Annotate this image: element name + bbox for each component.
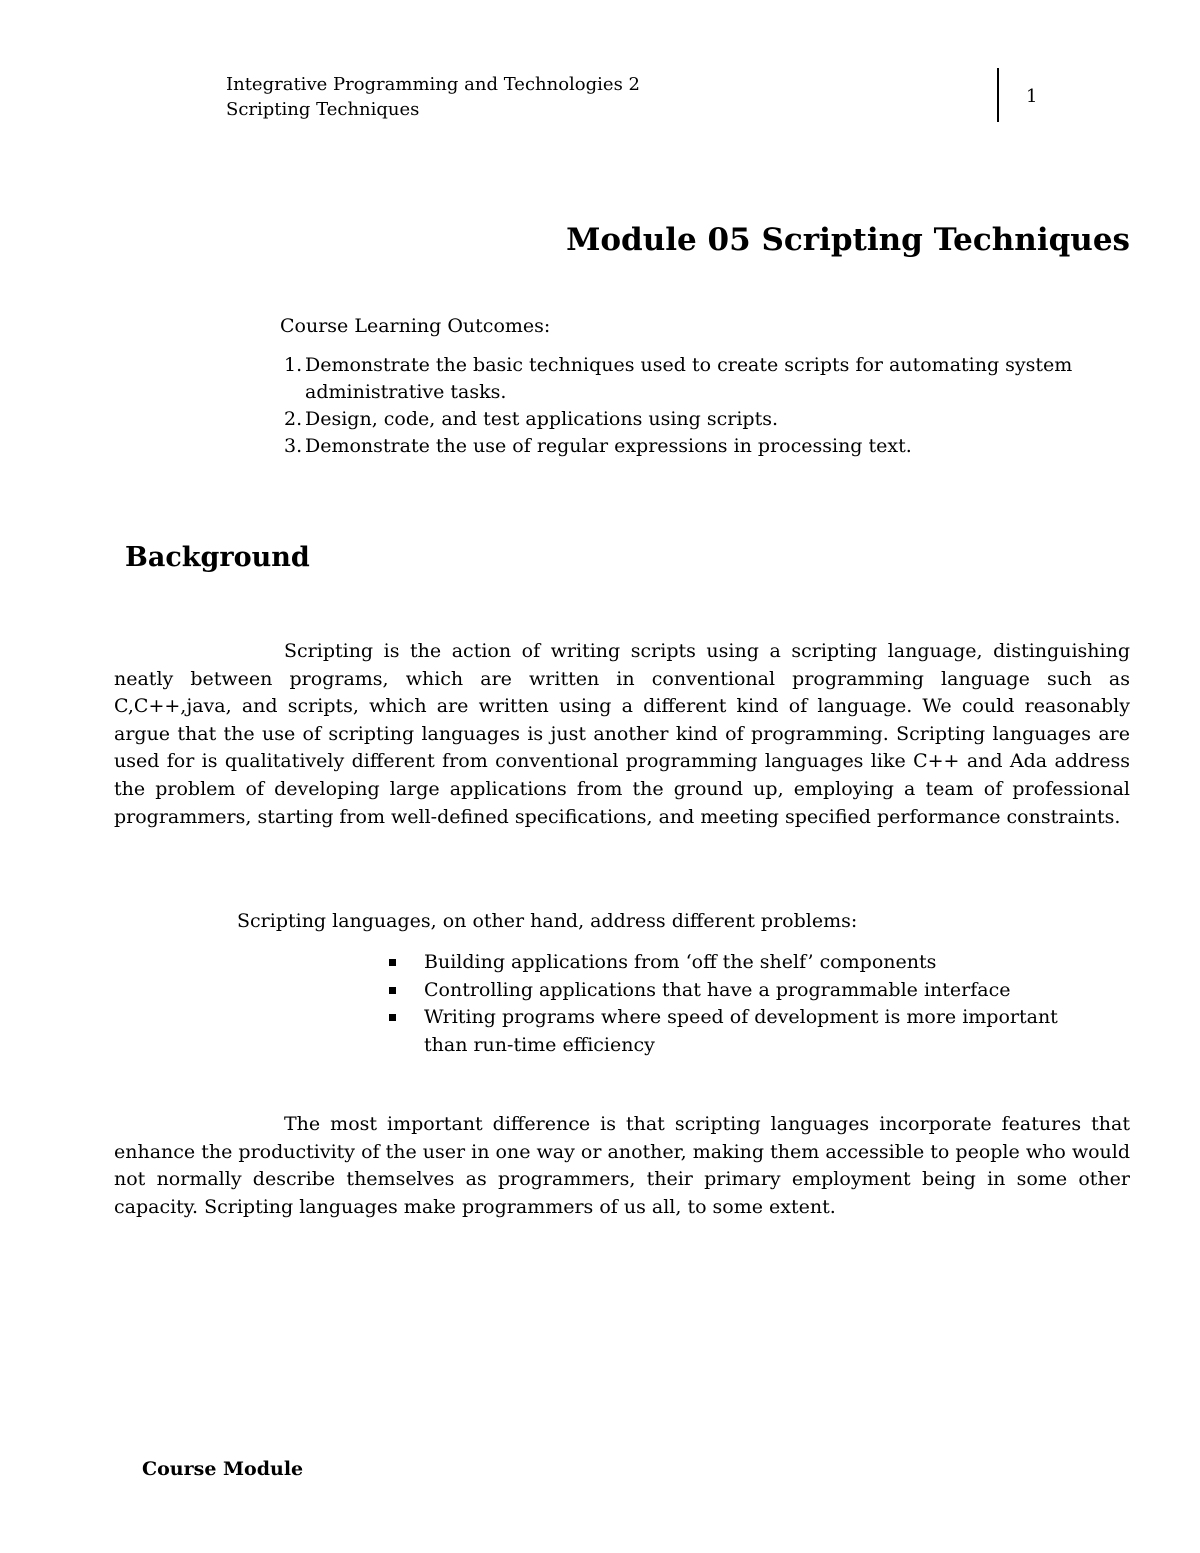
background-paragraph-2: The most important difference is that scripting languages incorporate features that enhance the productivity of the user in one way or another, making them accessible to people who would not normally describe themselves as programmers, their primary employment being in some other capacity. Scripting languages make programmers of us all, to some extent. [114, 1113, 1130, 1218]
list-item [386, 949, 1096, 977]
learning-outcome-number: 3. [284, 435, 303, 457]
header-module-subtitle: Scripting Techniques [226, 99, 420, 120]
square-bullet-icon [389, 959, 396, 966]
footer-label: Course Module [142, 1458, 304, 1480]
list-item-text: Controlling applications that have a programmable interface [424, 978, 1011, 1001]
learning-outcome-number: 2. [284, 408, 303, 430]
background-heading: Background [125, 542, 310, 573]
learning-outcomes-list [284, 352, 1114, 460]
square-bullet-icon [389, 987, 396, 994]
header-course-title: Integrative Programming and Technologies 2 [226, 74, 640, 95]
list-item-text: Building applications from ‘off the shelf’ components [424, 951, 937, 973]
background-paragraph-1: Scripting is the action of writing scripts using a scripting language, distinguishing neatly between programs, which are written in conventional programming language such as C,C++,java, and scripts, which are written using a different kind of language. We could reasonably argue that the use of scripting languages is just another kind of programming. Scripting languages are used for is qualitatively different from conventional programming languages like C++ and Ada address the problem of developing large applications from the ground up, employing a team of professional programmers, starting from well-defined specifications, and meeting specified performance constraints. [114, 640, 1130, 828]
learning-outcomes-heading: Course Learning Outcomes: [280, 315, 551, 337]
list-item [386, 1004, 1096, 1059]
problems-list [386, 949, 1096, 1059]
page-number: 1 [1026, 86, 1038, 107]
list-item-text: Writing programs where speed of development is more important than run-time efficiency [424, 1006, 1058, 1056]
square-bullet-icon [389, 1014, 396, 1021]
problems-intro: Scripting languages, on other hand, address different problems: [237, 910, 858, 932]
learning-outcome-text: Demonstrate the use of regular expressions in processing text. [305, 435, 912, 457]
learning-outcome-text: Design, code, and test applications using scripts. [305, 408, 779, 430]
page-title: Module 05 Scripting Techniques [566, 222, 1130, 258]
learning-outcome-item [284, 433, 1114, 460]
learning-outcome-text: Demonstrate the basic techniques used to create scripts for automating system administrative tasks. [305, 354, 1073, 403]
learning-outcome-item [284, 406, 1114, 433]
list-item [386, 977, 1096, 1005]
learning-outcome-number: 1. [284, 354, 303, 376]
header-divider [997, 68, 999, 122]
learning-outcome-item [284, 352, 1114, 406]
